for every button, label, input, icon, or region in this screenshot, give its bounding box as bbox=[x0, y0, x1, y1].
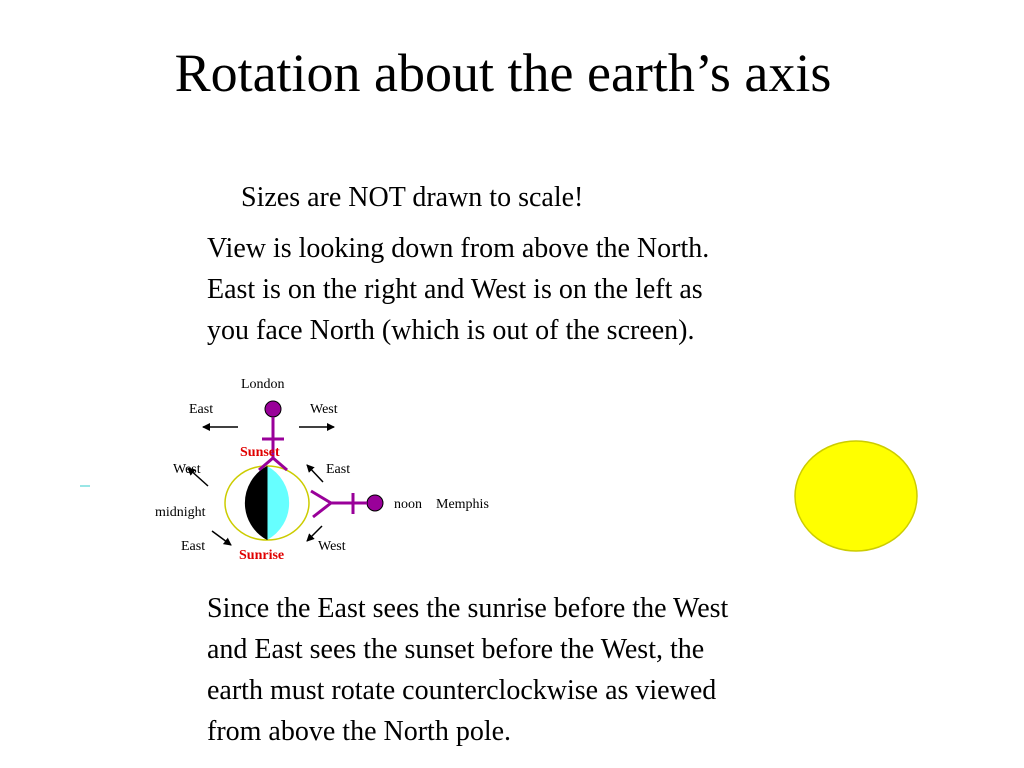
noon-label: noon bbox=[394, 497, 422, 512]
slide-title: Rotation about the earth’s axis bbox=[174, 43, 832, 103]
conclusion-line: Since the East sees the sunrise before the West bbox=[207, 593, 729, 624]
intro-line: you face North (which is out of the screen). bbox=[207, 315, 695, 346]
east-arrow bbox=[212, 531, 231, 545]
earth-night-side bbox=[245, 466, 267, 540]
conclusion-paragraph bbox=[207, 588, 867, 752]
sun bbox=[795, 441, 917, 551]
memphis-head bbox=[367, 495, 383, 511]
london-label: London bbox=[241, 377, 285, 392]
east-arrow bbox=[307, 465, 323, 482]
lower-left-east-label: East bbox=[181, 539, 206, 554]
top-east-label: East bbox=[189, 402, 214, 417]
memphis-person bbox=[311, 491, 383, 517]
earth-day-side bbox=[267, 466, 289, 540]
lower-right-west-label: West bbox=[318, 539, 346, 554]
intro-line: East is on the right and West is on the left as bbox=[207, 274, 703, 305]
earth bbox=[225, 466, 309, 540]
conclusion-line: and East sees the sunset before the West, the bbox=[207, 634, 705, 665]
upper-left-west-label: West bbox=[173, 462, 201, 477]
top-west-label: West bbox=[310, 402, 338, 417]
conclusion-line: earth must rotate counterclockwise as viewed bbox=[207, 675, 717, 706]
memphis-label: Memphis bbox=[436, 497, 489, 512]
midnight-label: midnight bbox=[155, 505, 206, 520]
london-head bbox=[265, 401, 281, 417]
sunrise-label: Sunrise bbox=[239, 548, 285, 563]
conclusion-line: from above the North pole. bbox=[207, 716, 512, 747]
scale-note: Sizes are NOT drawn to scale! bbox=[241, 182, 584, 213]
intro-line: View is looking down from above the North. bbox=[207, 233, 710, 264]
sunset-label: Sunset bbox=[240, 445, 280, 460]
upper-right-east-label: East bbox=[326, 462, 351, 477]
